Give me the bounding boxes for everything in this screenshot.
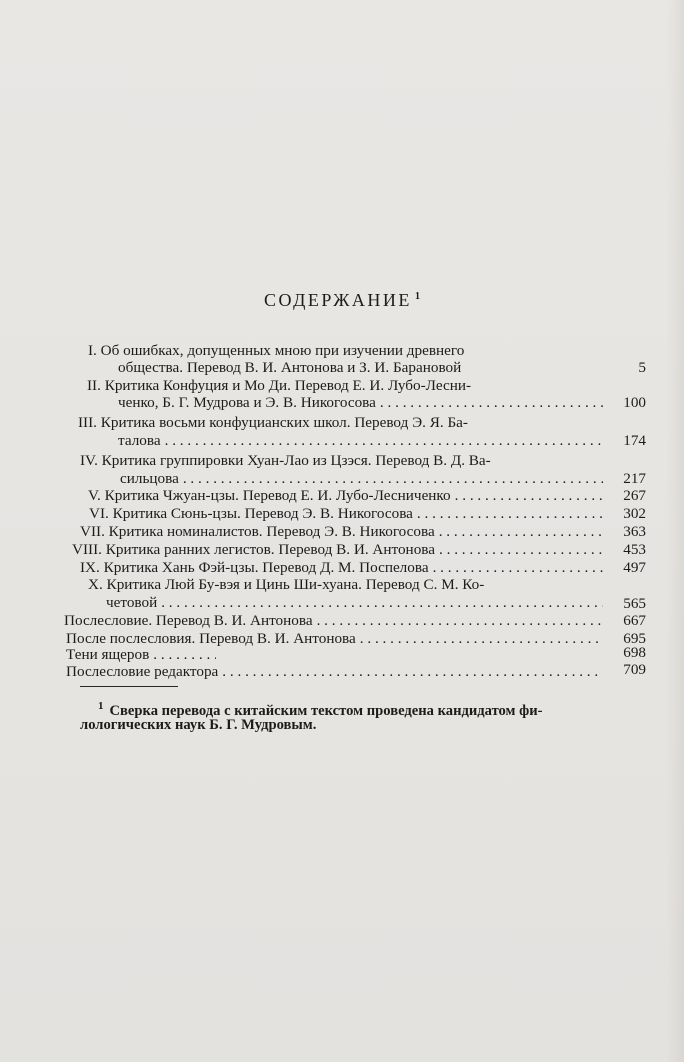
toc-entry-text: Тени ящеров (66, 646, 150, 663)
toc-entry-text: III. Критика восьми конфуцианских школ. Перевод Э. Я. Ба- (78, 414, 468, 431)
toc-line (89, 505, 603, 523)
footnote-text: Сверка перевода с китайским текстом проведена кандидатом фи- (109, 702, 543, 719)
toc-line (72, 541, 603, 559)
toc-line (80, 559, 603, 577)
toc-entry-text: Послесловие редактора (66, 663, 219, 680)
toc-leader-dots (149, 646, 216, 664)
toc-line (118, 394, 603, 412)
toc-entry-text: X. Критика Люй Бу-вэя и Цинь Ши-хуана. Перевод С. М. Ко- (88, 576, 485, 593)
toc-entry-text: VIII. Критика ранних легистов. Перевод В. И. Антонова (72, 541, 435, 558)
toc-page-number: 217 (623, 470, 646, 487)
toc-entry-text: четовой (106, 594, 158, 611)
toc-leader-dots (435, 541, 603, 559)
toc-page-number: 698 (623, 644, 646, 661)
toc-page-number: 453 (623, 541, 646, 558)
toc-entry-text: Послесловие. Перевод В. И. Антонова (64, 612, 313, 629)
toc-entry-text: IV. Критика группировки Хуан-Лао из Цзэся. Перевод В. Д. Ва- (80, 452, 491, 469)
toc-leader-dots (157, 594, 603, 612)
page-title (0, 290, 684, 311)
toc-line (88, 487, 603, 505)
toc-leader-dots (161, 432, 603, 450)
toc-entry-text: VI. Критика Сюнь-цзы. Перевод Э. В. Никогосова (89, 505, 413, 522)
toc-line (66, 646, 216, 664)
toc-line (106, 594, 603, 612)
toc-leader-dots (356, 630, 603, 648)
toc-page-number: 100 (623, 394, 646, 411)
title-footnote-mark: 1 (414, 291, 420, 302)
toc-leader-dots (413, 505, 603, 523)
toc-page-number: 667 (623, 612, 646, 629)
toc-line (80, 523, 603, 541)
toc-page-number: 497 (623, 559, 646, 576)
title-text: СОДЕРЖАНИЕ (264, 290, 412, 310)
toc-entry-text: сильцова (120, 470, 179, 487)
toc-leader-dots (376, 394, 603, 412)
toc-entry-text: общества. Перевод В. И. Антонова и З. И. Барановой (118, 359, 462, 376)
footnote-line (80, 716, 316, 735)
toc-line (118, 359, 608, 377)
toc-entry-text: II. Критика Конфуция и Мо Ди. Перевод Е. И. Лубо-Лесни- (87, 377, 472, 394)
toc-leader-dots (179, 470, 603, 488)
toc-page-number: 174 (623, 432, 646, 449)
toc-entry-text: талова (118, 432, 161, 449)
toc-page-number: 267 (623, 487, 646, 504)
toc-page-number: 5 (638, 359, 646, 376)
toc-line (78, 414, 606, 432)
toc-page-number: 302 (623, 505, 646, 522)
toc-entry-text: ченко, Б. Г. Мудрова и Э. В. Никогосова (118, 394, 376, 411)
toc-line (88, 576, 608, 594)
toc-leader-dots (451, 487, 603, 505)
toc-line (80, 452, 608, 470)
toc-entry-text: IX. Критика Хань Фэй-цзы. Перевод Д. М. Поспелова (80, 559, 429, 576)
toc-leader-dots (435, 523, 603, 541)
toc-leader-dots (429, 559, 603, 577)
toc-entry-text: I. Об ошибках, допущенных мною при изучении древнего (88, 342, 465, 359)
toc-line (66, 663, 603, 681)
toc-line (64, 612, 603, 630)
toc-line (118, 432, 603, 450)
toc-line (88, 342, 608, 360)
toc-page-number: 695 (623, 630, 646, 647)
toc-line (87, 377, 607, 395)
toc-page-number: 565 (623, 595, 646, 612)
toc-page-number: 709 (623, 661, 646, 678)
toc-leader-dots (218, 663, 603, 681)
toc-page-number: 363 (623, 523, 646, 540)
footnote-mark: 1 (98, 700, 104, 712)
toc-line (120, 470, 603, 488)
page-edge-shadow (666, 0, 684, 1062)
toc-entry-text: V. Критика Чжуан-цзы. Перевод Е. И. Лубо-Лесниченко (88, 487, 451, 504)
toc-leader-dots (313, 612, 603, 630)
toc-entry-text: VII. Критика номиналистов. Перевод Э. В. Никогосова (80, 523, 435, 540)
footnote-divider (80, 686, 178, 687)
toc-entry-text: После послесловия. Перевод В. И. Антонова (66, 630, 356, 647)
footnote-text: лологических наук Б. Г. Мудровым. (80, 717, 317, 733)
